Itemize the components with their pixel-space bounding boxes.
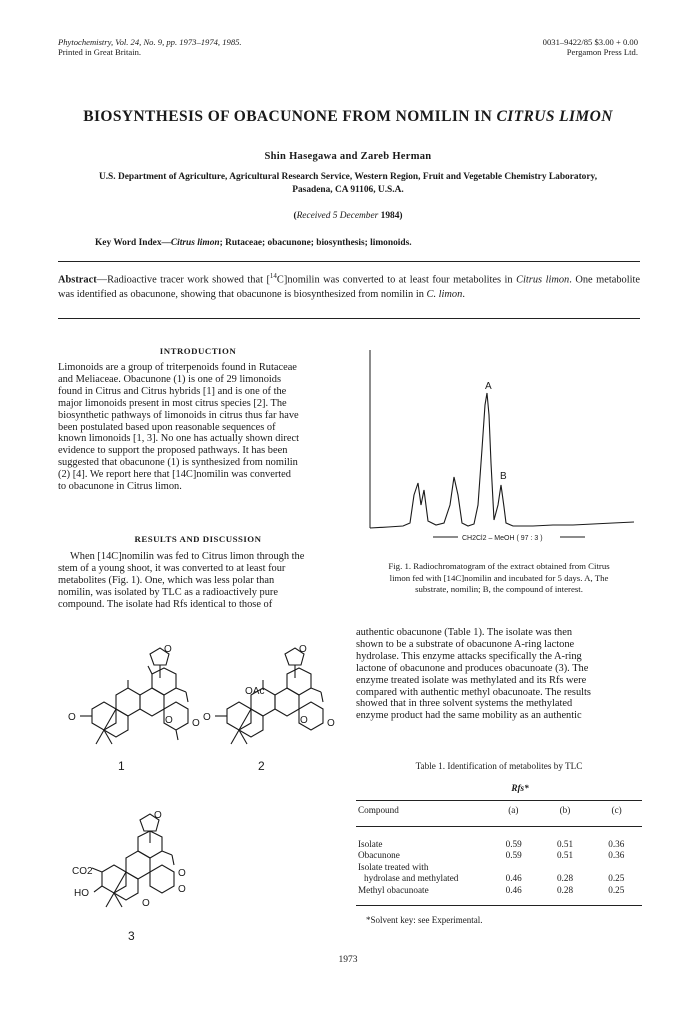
body-line: authentic obacunone (Table 1). The isolate was then [356, 627, 573, 638]
results-line: nomilin, was isolated by TLC as a radioactively pure [58, 586, 278, 598]
publisher: Pergamon Press Ltd. [566, 47, 638, 57]
affiliation: U.S. Department of Agriculture, Agricultural Research Service, Western Region, Fruit and Vegetable Chemistry Laboratory, Pasadena, CA 91106, U.S.A. [98, 172, 598, 195]
printed-in: Printed in Great Britain. [58, 47, 142, 57]
abstract-top-rule [58, 261, 640, 262]
intro-line: evidence to support the proposed pathways. It has been [58, 445, 288, 457]
peak-b-label: B [500, 471, 507, 482]
atom-ho: HO [74, 888, 89, 899]
intro-line: found in Citrus and Citrus hybrids [1] and is one of the [58, 385, 287, 397]
atom-o: O [154, 810, 162, 821]
structure-2-drawing [215, 648, 323, 744]
right-column-body [356, 627, 642, 722]
structure-2-label: 2 [258, 759, 265, 773]
intro-line: major limonoids present in most citrus species [2]. The [58, 397, 287, 409]
intro-body [58, 362, 340, 493]
intro-line: (2) [4]. We report here that [14C]nomilin was converted [58, 469, 291, 481]
table-rule-top [356, 800, 642, 801]
results-line: metabolites (Fig. 1). One, which was less polar than [58, 574, 275, 586]
tlc-table-body [356, 838, 642, 896]
atom-o: O [300, 715, 308, 726]
intro-line: Limonoids are a group of triterpenoids found in Rutaceae [58, 362, 297, 373]
results-line: compound. The isolate had Rfs identical to those of [58, 598, 273, 610]
intro-line: biosynthetic pathways of limonoids in citrus thus far have [58, 409, 299, 421]
intro-line: known limonoids [1, 3]. No one has actually shown direct [58, 433, 299, 445]
results-line: stem of a young shoot, it was converted to at least four [58, 562, 286, 574]
col-header: (a) [508, 804, 519, 815]
col-header: Compound [358, 804, 399, 815]
structure-1-drawing [80, 648, 188, 744]
body-line: enzyme treated isolate was methylated and its Rfs were [356, 674, 587, 686]
body-line: shown to be a substrate of obacunone A-ring lactone [356, 638, 575, 650]
page-number: 1973 [338, 955, 358, 965]
intro-line: and Meliaceae. Obacunone (1) is one of 29 limonoids [58, 373, 282, 385]
intro-line: to obacunone in Citrus limon. [58, 481, 182, 493]
atom-o: O [192, 718, 200, 729]
figure-caption: Fig. 1. Radiochromatogram of the extract obtained from Citrus limon fed with [14C]nomilin and incubated for 5 days. A, The substrate, nomilin; B, the compound of interest. [388, 561, 610, 594]
radiochromatogram [358, 345, 638, 545]
structure-3-label: 3 [128, 929, 135, 943]
table-row: Methyl obacunoate 0.46 0.28 0.25 [358, 884, 625, 895]
chromatogram-trace [370, 393, 634, 528]
body-line: lactone of obacunone and produces obacunoate (3). The [356, 662, 589, 674]
authors: Shin Hasegawa and Zareb Herman [264, 151, 432, 162]
paper-title: BIOSYNTHESIS OF OBACUNONE FROM NOMILIN IN CITRUS LIMON [83, 108, 613, 125]
intro-line: suggested that obacunone (1) is synthesized from nomilin [58, 457, 298, 469]
keyword-index: Key Word Index—Citrus limon; Rutaceae; obacunone; biosynthesis; limonoids. [95, 238, 412, 248]
journal-citation: Phytochemistry, Vol. 24, No. 9, pp. 1973–1974, 1985. [58, 37, 242, 47]
col-header: (b) [559, 804, 571, 815]
body-line: showed that in three solvent systems the methylated [356, 698, 573, 710]
atom-o: O [178, 884, 186, 895]
abstract: Abstract—Radioactive tracer work showed that [$^{14}$C]nomilin was converted to at least four metabolites in Citrus limon. One metabolite was identified as obacunone, showing that obacunone is biosynthesized from nomilin in C. limon. [58, 272, 640, 300]
table-row: hydrolase and methylated 0.46 0.28 0.25 [364, 873, 625, 884]
atom-o: O [203, 712, 211, 723]
table-row: Isolate 0.59 0.51 0.36 [358, 838, 625, 849]
abstract-bottom-rule [58, 318, 640, 319]
table-footnote: *Solvent key: see Experimental. [366, 915, 483, 925]
atom-o: O [178, 868, 186, 879]
structures-1-2 [60, 640, 350, 775]
results-heading: RESULTS AND DISCUSSION [134, 534, 262, 544]
structure-1-label: 1 [118, 759, 125, 773]
atom-o: O [327, 718, 335, 729]
table-title: Table 1. Identification of metabolites by TLC [415, 761, 583, 771]
table-rule-mid [356, 826, 642, 827]
atom-o: O [142, 898, 150, 909]
atom-co2: CO2 [72, 866, 93, 877]
table-rule-bottom [356, 905, 642, 906]
atom-o: O [299, 644, 307, 655]
publisher-header [543, 37, 638, 57]
rf-header: Rfs* [511, 783, 529, 793]
atom-o: O [164, 644, 172, 655]
atom-o: O [165, 715, 173, 726]
solvent-label: CH2Cl2 – MeOH ( 97 : 3 ) [462, 535, 543, 542]
body-line: compared with authentic methyl obacunoate. The results [356, 686, 591, 698]
intro-heading: INTRODUCTION [159, 346, 237, 356]
received-date: (Received 5 December 1984) [293, 211, 403, 221]
results-line: When [14C]nomilin was fed to Citrus limon through the [70, 551, 305, 562]
journal-header [58, 37, 242, 57]
atom-oac: OAc [245, 686, 265, 697]
table-row: Obacunone 0.59 0.51 0.36 [358, 850, 625, 861]
atom-o: O [68, 712, 76, 723]
tlc-table [356, 804, 642, 816]
results-body [58, 551, 340, 611]
body-line: enzyme product had the same mobility as an authentic [356, 710, 582, 722]
peak-a-label: A [485, 381, 492, 392]
table-row: Isolate treated with [358, 861, 429, 872]
intro-line: been postulated based upon reasonable sequences of [58, 421, 276, 433]
structure-3 [70, 810, 220, 945]
body-line: hydrolase. This enzyme attacks specifically the A-ring [356, 650, 582, 662]
table-header-row [356, 804, 642, 816]
issn: 0031–9422/85 $3.00 + 0.00 [542, 37, 638, 47]
col-header: (c) [611, 804, 622, 815]
